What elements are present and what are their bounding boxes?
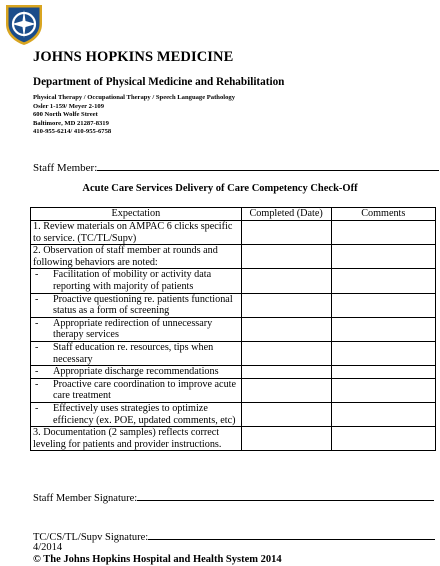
column-header-completed-date: Completed (Date) bbox=[241, 208, 331, 221]
completed-date-cell[interactable] bbox=[241, 269, 331, 293]
address-line: 410-955-6214/ 410-955-6758 bbox=[33, 128, 112, 136]
expectation-text: Facilitation of mobility or activity data reporting with majority of patients bbox=[53, 269, 212, 292]
comments-cell[interactable] bbox=[331, 341, 435, 365]
staff-member-blank-line[interactable] bbox=[97, 160, 439, 171]
column-header-expectation: Expectation bbox=[31, 208, 242, 221]
expectation-cell bbox=[31, 269, 242, 293]
completed-date-cell[interactable] bbox=[241, 293, 331, 317]
expectation-text: Appropriate discharge recommendations bbox=[53, 366, 219, 378]
johns-hopkins-shield-logo bbox=[2, 2, 46, 46]
expectation-cell bbox=[31, 341, 242, 365]
supervisor-signature-field[interactable] bbox=[33, 529, 435, 543]
completed-date-cell[interactable] bbox=[241, 221, 331, 245]
table-row bbox=[31, 427, 436, 451]
expectation-text: Proactive questioning re. patients functional status as a form of screening bbox=[53, 293, 233, 317]
address-line: 600 North Wolfe Street bbox=[33, 111, 98, 119]
expectation-text: Staff education re. resources, tips when necessary bbox=[53, 341, 214, 365]
bullet-dash: - bbox=[35, 402, 39, 414]
bullet-dash: - bbox=[35, 341, 39, 353]
supervisor-signature-label: TC/CS/TL/Supv Signature: bbox=[33, 532, 149, 543]
shield-icon bbox=[2, 2, 46, 46]
table-row bbox=[31, 245, 436, 269]
table-row bbox=[31, 366, 436, 379]
address-block bbox=[33, 94, 235, 137]
comments-cell[interactable] bbox=[331, 402, 435, 426]
expectation-cell bbox=[31, 317, 242, 341]
comments-cell[interactable] bbox=[331, 378, 435, 402]
table-row bbox=[31, 317, 436, 341]
address-line: Baltimore, MD 21287-8319 bbox=[33, 119, 109, 127]
address-line: Osler 1-159/ Meyer 2-109 bbox=[33, 102, 104, 110]
expectation-text: Appropriate redirection of unnecessary therapy services bbox=[53, 317, 213, 341]
expectation-cell bbox=[31, 402, 242, 426]
form-title: Acute Care Services Delivery of Care Competency Check-Off bbox=[82, 183, 358, 194]
expectation-cell bbox=[31, 366, 242, 379]
staff-signature-label: Staff Member Signature: bbox=[33, 493, 138, 504]
comments-cell[interactable] bbox=[331, 221, 435, 245]
bullet-dash: - bbox=[35, 366, 39, 378]
bullet-dash: - bbox=[35, 293, 39, 305]
form-date: 4/2014 bbox=[33, 542, 63, 553]
staff-signature-field[interactable] bbox=[33, 490, 434, 504]
expectation-cell bbox=[31, 427, 242, 451]
table-row bbox=[31, 341, 436, 365]
comments-cell[interactable] bbox=[331, 317, 435, 341]
copyright-notice: © The Johns Hopkins Hospital and Health System 2014 bbox=[33, 554, 282, 565]
comments-cell[interactable] bbox=[331, 269, 435, 293]
comments-cell[interactable] bbox=[331, 293, 435, 317]
expectation-cell bbox=[31, 221, 242, 245]
bullet-dash: - bbox=[35, 378, 39, 390]
staff-member-field[interactable] bbox=[33, 160, 439, 174]
completed-date-cell[interactable] bbox=[241, 245, 331, 269]
bullet-dash: - bbox=[35, 317, 39, 329]
staff-member-label: Staff Member: bbox=[33, 162, 98, 174]
address-line: Physical Therapy / Occupational Therapy / Speech Language Pathology bbox=[33, 94, 235, 101]
department-name: Department of Physical Medicine and Rehabilitation bbox=[33, 76, 285, 88]
supervisor-signature-line[interactable] bbox=[148, 529, 435, 540]
expectation-text: Proactive care coordination to improve acute care treatment bbox=[53, 378, 237, 402]
comments-cell[interactable] bbox=[331, 427, 435, 451]
organization-name: JOHNS HOPKINS MEDICINE bbox=[33, 49, 234, 65]
table-row bbox=[31, 293, 436, 317]
expectation-text: 3. Documentation (2 samples) reflects correct leveling for patients and provider instructions. bbox=[33, 427, 222, 450]
bullet-dash: - bbox=[35, 269, 39, 281]
table-row bbox=[31, 402, 436, 426]
completed-date-cell[interactable] bbox=[241, 402, 331, 426]
staff-signature-line[interactable] bbox=[137, 490, 434, 501]
completed-date-cell[interactable] bbox=[241, 341, 331, 365]
table-row bbox=[31, 221, 436, 245]
expectation-text: Effectively uses strategies to optimize efficiency (ex. POE, updated comments, etc) bbox=[53, 402, 236, 426]
table-row bbox=[31, 378, 436, 402]
completed-date-cell[interactable] bbox=[241, 427, 331, 451]
competency-table bbox=[30, 207, 436, 451]
completed-date-cell[interactable] bbox=[241, 378, 331, 402]
expectation-cell bbox=[31, 378, 242, 402]
completed-date-cell[interactable] bbox=[241, 317, 331, 341]
completed-date-cell[interactable] bbox=[241, 366, 331, 379]
expectation-cell bbox=[31, 293, 242, 317]
expectation-text: 2. Observation of staff member at rounds and following behaviors are noted: bbox=[33, 245, 218, 268]
comments-cell[interactable] bbox=[331, 366, 435, 379]
comments-cell[interactable] bbox=[331, 245, 435, 269]
expectation-text: 1. Review materials on AMPAC 6 clicks specific to service. (TC/TL/Supv) bbox=[33, 221, 233, 244]
column-header-comments: Comments bbox=[331, 208, 435, 221]
table-row bbox=[31, 269, 436, 293]
table-header-row bbox=[31, 208, 436, 221]
expectation-cell bbox=[31, 245, 242, 269]
